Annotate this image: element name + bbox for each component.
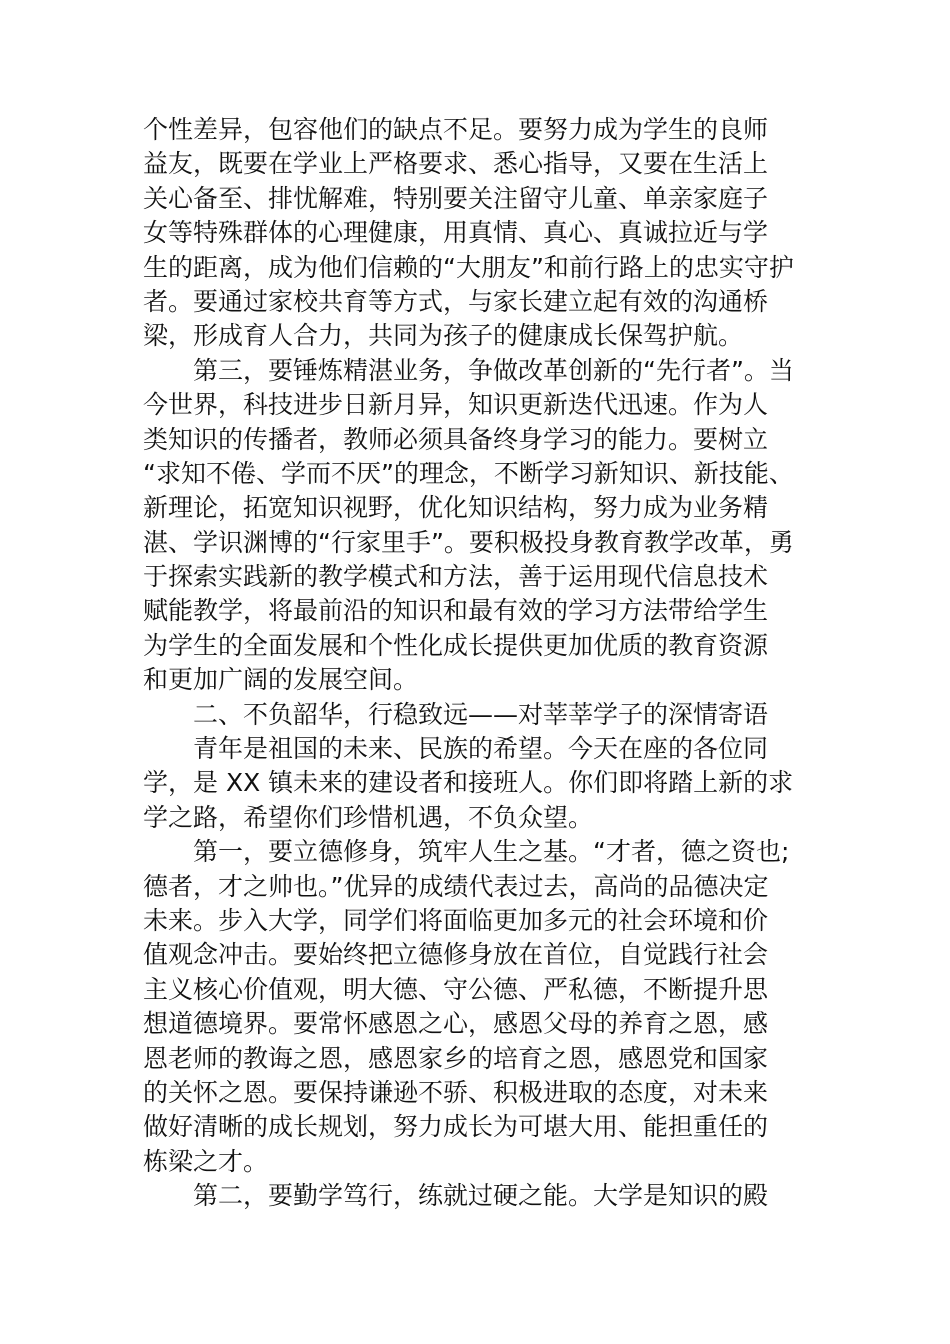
paragraph-line: 湛、学识渊博的“行家里手”。要积极投身教育教学改革，勇 <box>143 527 794 557</box>
paragraph-line: 学，是 XX 镇未来的建设者和接班人。你们即将踏上新的求 <box>143 768 794 798</box>
paragraph-line: 赋能教学，将最前沿的知识和最有效的学习方法带给学生 <box>143 596 769 626</box>
paragraph-line: 个性差异，包容他们的缺点不足。要努力成为学生的良师 <box>143 115 769 144</box>
paragraph-line: 想道德境界。要常怀感恩之心，感恩父母的养育之恩，感 <box>143 1009 769 1039</box>
paragraph-line: 栋梁之才。 <box>143 1146 269 1176</box>
paragraph-line: 关心备至、排忧解难，特别要关注留守儿童、单亲家庭子 <box>143 183 769 213</box>
paragraph-line: 益友，既要在学业上严格要求、悉心指导，又要在生活上 <box>143 149 769 179</box>
paragraph-first-line: 第二，要勤学笃行，练就过硬之能。大学是知识的殿 <box>193 1181 769 1211</box>
paragraph-line: 德者，才之帅也。”优异的成绩代表过去，高尚的品德决定 <box>143 871 769 901</box>
paragraph-line: 为学生的全面发展和个性化成长提供更加优质的教育资源 <box>143 630 769 660</box>
paragraph-line: 未来。步入大学，同学们将面临更加多元的社会环境和价 <box>143 905 769 935</box>
paragraph-line: “求知不倦、学而不厌”的理念，不断学习新知识、新技能、 <box>143 458 794 488</box>
paragraph-line: 女等特殊群体的心理健康，用真情、真心、真诚拉近与学 <box>143 218 769 248</box>
paragraph-first-line: 二、不负韶华，行稳致远——对莘莘学子的深情寄语 <box>193 699 769 729</box>
paragraph-line: 新理论，拓宽知识视野，优化知识结构，努力成为业务精 <box>143 493 769 523</box>
paragraph-first-line: 第一，要立德修身，筑牢人生之基。“才者，德之资也; <box>193 837 790 867</box>
paragraph-first-line: 第三，要锤炼精湛业务，争做改革创新的“先行者”。当 <box>193 355 794 385</box>
paragraph-line: 恩老师的教诲之恩，感恩家乡的培育之恩，感恩党和国家 <box>143 1043 769 1073</box>
paragraph-line: 做好清晰的成长规划，努力成长为可堪大用、能担重任的 <box>143 1112 769 1142</box>
paragraph-line: 类知识的传播者，教师必须具备终身学习的能力。要树立 <box>143 424 769 454</box>
paragraph-line: 梁，形成育人合力，共同为孩子的健康成长保驾护航。 <box>143 321 744 351</box>
paragraph-line: 者。要通过家校共育等方式，与家长建立起有效的沟通桥 <box>143 286 769 316</box>
paragraph-line: 今世界，科技进步日新月异，知识更新迭代迅速。作为人 <box>143 390 769 420</box>
paragraph-line: 值观念冲击。要始终把立德修身放在首位，自觉践行社会 <box>143 940 769 970</box>
paragraph-line: 于探索实践新的教学模式和方法，善于运用现代信息技术 <box>143 562 769 592</box>
paragraph-line: 和更加广阔的发展空间。 <box>143 665 419 695</box>
document-body <box>143 113 809 1214</box>
paragraph-line: 生的距离，成为他们信赖的“大朋友”和前行路上的忠实守护 <box>143 252 794 282</box>
paragraph-line: 的关怀之恩。要保持谦逊不骄、积极进取的态度，对未来 <box>143 1077 769 1107</box>
paragraph-line: 学之路，希望你们珍惜机遇，不负众望。 <box>143 802 594 832</box>
paragraph-first-line: 青年是祖国的未来、民族的希望。今天在座的各位同 <box>193 734 769 764</box>
paragraph-line: 主义核心价值观，明大德、守公德、严私德，不断提升思 <box>143 974 769 1004</box>
